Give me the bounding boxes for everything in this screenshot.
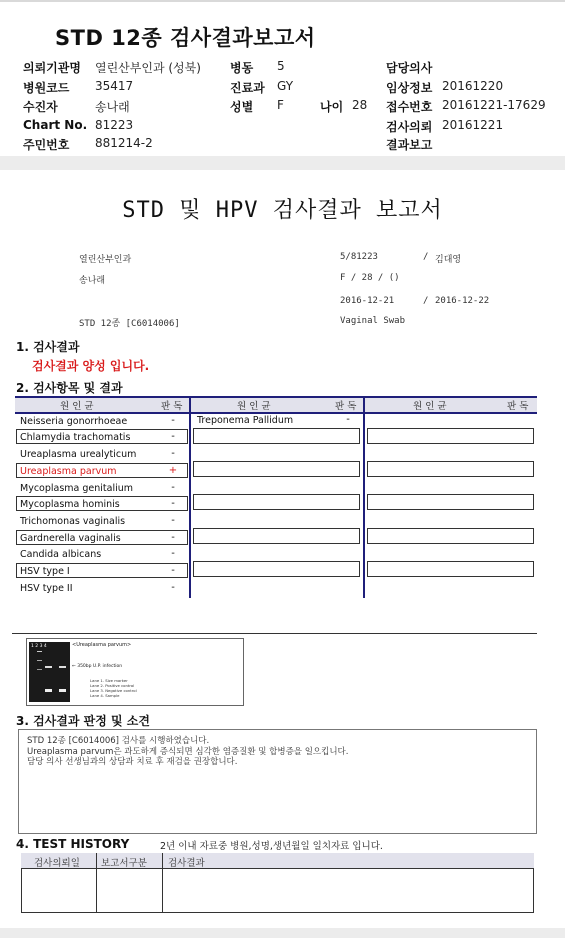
patient-value: 송나래	[95, 100, 130, 114]
result-positive-text: 검사결과 양성 입니다.	[32, 359, 150, 373]
gel-band-label: ← 350bp U.P. infection	[72, 664, 123, 669]
organism-name: Treponema Pallidum	[197, 415, 294, 426]
gel-legend-3: Lane 3. Negative control	[90, 688, 137, 693]
column-divider-2	[363, 396, 365, 598]
info-test: STD 12종 [C6014006]	[79, 319, 180, 329]
gel-electrophoresis-image	[29, 642, 70, 702]
judgement-mark-positive: +	[168, 465, 178, 476]
col-pathogen-2: 원 인 균	[237, 401, 271, 412]
organism-name: Chlamydia trachomatis	[20, 432, 131, 443]
receipt-no-label: 접수번호	[386, 100, 433, 114]
info-doctor-name: 김대영	[435, 255, 462, 265]
info-date-request: 2016-12-21	[340, 296, 395, 306]
gel-band	[37, 669, 42, 670]
section3-title: 3. 검사결과 판정 및 소견	[16, 714, 150, 728]
patient-label: 수진자	[23, 100, 58, 114]
info-slash-2: /	[423, 296, 429, 306]
gel-band	[37, 651, 42, 652]
gel-band	[45, 689, 52, 692]
info-date-report: 2016-12-22	[435, 296, 490, 306]
ward-label: 병동	[230, 61, 254, 75]
gel-legend-4: Lane 4. Sample	[90, 693, 120, 698]
col-pathogen-1: 원 인 균	[60, 401, 94, 412]
organism-name-positive: Ureaplasma parvum	[20, 466, 117, 477]
history-note: 2년 이내 자료중 병원,성명,생년월일 일치자료 입니다.	[160, 841, 383, 852]
gel-lane-numbers: 1 2 3 4	[31, 644, 47, 649]
judgement-mark: -	[171, 431, 175, 442]
organism-name: Mycoplasma hominis	[20, 499, 120, 510]
history-col-report-type: 보고서구분	[101, 858, 147, 869]
col-judge-1: 판 독	[161, 401, 183, 412]
opinion-line: 담당 의사 선생님과의 상담과 치료 후 재검을 권장합니다.	[27, 757, 238, 767]
section2-title: 2. 검사항목 및 결과	[16, 381, 123, 395]
judgement-mark: -	[171, 582, 175, 593]
receipt-no-value: 20161221-17629	[442, 98, 546, 112]
gel-title: <Ureaplasma parvum>	[72, 642, 132, 648]
bottom-band	[0, 928, 565, 938]
gel-band	[59, 666, 66, 668]
sex-value: F	[277, 98, 284, 112]
empty-result-box	[193, 494, 360, 510]
section-separator	[0, 156, 565, 170]
institution-label: 의뢰기관명	[23, 61, 81, 75]
gel-band	[59, 689, 66, 692]
info-patient: 송나래	[79, 276, 106, 286]
department-label: 진료과	[230, 81, 265, 95]
empty-result-box	[367, 494, 534, 510]
age-value: 28	[352, 98, 368, 112]
section1-title: 1. 검사결과	[16, 340, 80, 354]
judgement-mark: -	[171, 448, 175, 459]
history-col-request-date: 검사의뢰일	[34, 858, 80, 869]
info-specimen: Vaginal Swab	[340, 316, 406, 326]
organism-name: Gardnerella vaginalis	[20, 533, 121, 544]
empty-result-box	[367, 428, 534, 444]
judgement-mark: -	[171, 548, 175, 559]
ward-value: 5	[277, 59, 285, 73]
empty-result-box	[193, 461, 360, 477]
judgement-mark: -	[171, 482, 175, 493]
judgement-mark: -	[171, 515, 175, 526]
col-judge-2: 판 독	[335, 401, 357, 412]
request-date-value: 20161221	[442, 118, 504, 132]
history-col-divider	[96, 853, 97, 913]
clinical-info-value: 20161220	[442, 79, 504, 93]
empty-result-box	[193, 428, 360, 444]
empty-result-box	[193, 528, 360, 544]
institution-value: 열린산부인과 (성북)	[95, 61, 201, 75]
organism-name: HSV type I	[20, 566, 70, 577]
organism-name: HSV type II	[20, 583, 73, 594]
judgement-mark: -	[171, 565, 175, 576]
empty-result-box	[367, 561, 534, 577]
opinion-line: Ureaplasma parvum은 과도하게 증식되면 심각한 염증질환 및 합병증을 일으킵니다.	[27, 747, 349, 757]
organism-name: Neisseria gonorrhoeae	[20, 416, 128, 427]
gel-divider	[12, 633, 537, 634]
age-label: 나이	[320, 100, 344, 114]
judgement-mark: -	[346, 414, 350, 425]
hospital-code-value: 35417	[95, 79, 134, 93]
history-col-divider	[162, 853, 163, 913]
resident-no-value: 881214-2	[95, 136, 153, 150]
sex-label: 성별	[230, 100, 254, 114]
gel-band	[45, 666, 52, 668]
organism-name: Mycoplasma genitalium	[20, 483, 134, 494]
col-pathogen-3: 원 인 균	[413, 401, 447, 412]
clinical-info-label: 임상정보	[386, 81, 433, 95]
history-col-result: 검사결과	[168, 858, 205, 869]
results-table-header	[15, 396, 537, 414]
section4-title: 4. TEST HISTORY	[16, 837, 130, 851]
doctor-label: 담당의사	[386, 61, 433, 75]
info-sex-age: F / 28 / ()	[340, 273, 400, 283]
history-table-header	[21, 853, 534, 869]
info-chart-doctor: 5/81223	[340, 252, 378, 262]
chart-no-label: Chart No.	[23, 118, 88, 132]
page-title: STD 12종 검사결과보고서	[55, 26, 316, 50]
opinion-line: STD 12종 [C6014006] 검사를 시행하였습니다.	[27, 736, 210, 746]
gel-legend-1: Lane 1. Size marker	[90, 678, 128, 683]
info-slash-1: /	[423, 252, 429, 262]
organism-name: Trichomonas vaginalis	[20, 516, 126, 527]
empty-result-box	[367, 461, 534, 477]
request-date-label: 검사의뢰	[386, 120, 433, 134]
top-rule	[0, 0, 565, 2]
judgement-mark: -	[171, 415, 175, 426]
gel-band	[37, 660, 42, 661]
organism-name: Candida albicans	[20, 549, 102, 560]
organism-name: Ureaplasma urealyticum	[20, 449, 137, 460]
empty-result-box	[193, 561, 360, 577]
hospital-code-label: 병원코드	[23, 81, 70, 95]
resident-no-label: 주민번호	[23, 138, 70, 152]
judgement-mark: -	[171, 532, 175, 543]
empty-result-box	[367, 528, 534, 544]
department-value: GY	[277, 79, 294, 93]
col-judge-3: 판 독	[507, 401, 529, 412]
chart-no-value: 81223	[95, 118, 134, 132]
report-title: STD 및 HPV 검사결과 보고서	[122, 198, 443, 223]
judgement-mark: -	[171, 498, 175, 509]
gel-legend-2: Lane 2. Positive control	[90, 683, 135, 688]
report-result-label: 결과보고	[386, 138, 433, 152]
info-clinic: 열린산부인과	[79, 255, 132, 265]
column-divider-1	[189, 396, 191, 598]
